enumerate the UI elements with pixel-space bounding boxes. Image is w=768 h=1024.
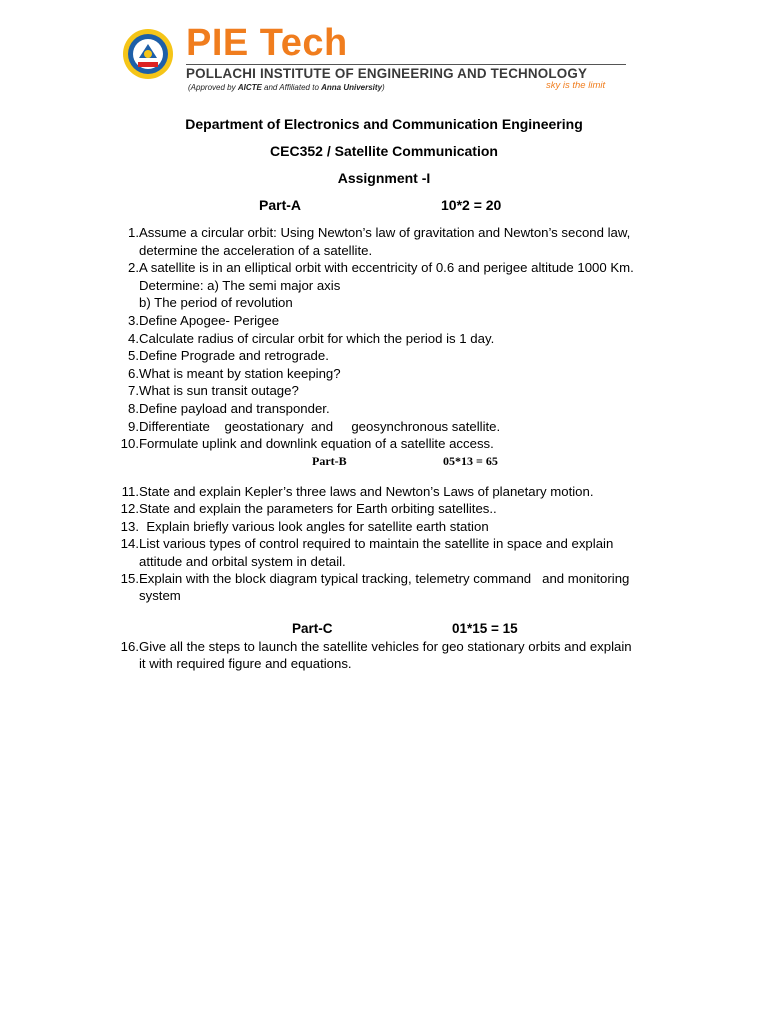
assignment-title: Assignment -I	[337, 170, 431, 186]
question-line: b) The period of revolution	[139, 295, 293, 311]
question-line: determine the acceleration of a satellite.	[139, 242, 373, 258]
institute-name: POLLACHI INSTITUTE OF ENGINEERING AND TECHNOLOGY	[186, 66, 588, 81]
question-text	[139, 535, 613, 570]
question-item	[115, 418, 685, 436]
question-number: 2.	[128, 260, 139, 276]
question-line: system	[139, 588, 181, 604]
question-text	[139, 224, 630, 259]
question-line: Define Apogee- Perigee	[139, 313, 280, 328]
question-line: attitude and orbital system in detail.	[139, 553, 346, 569]
question-item	[115, 518, 685, 535]
question-line: Differentiate geostationary and geosynchronous satellite.	[139, 418, 501, 434]
question-item	[115, 330, 685, 348]
question-line: Assume a circular orbit: Using Newton’s law of gravitation and Newton’s second law,	[139, 225, 631, 240]
part-b-label: Part-B	[312, 454, 347, 468]
question-line: State and explain Kepler’s three laws and Newton’s Laws of planetary motion.	[139, 484, 594, 499]
question-item	[115, 500, 685, 517]
question-line: Give all the steps to launch the satellite vehicles for geo stationary orbits and explain	[139, 639, 632, 654]
part-a-marks: 10*2 = 20	[441, 197, 502, 213]
question-text	[139, 347, 329, 365]
part-b-marks: 05*13 = 65	[443, 454, 498, 468]
question-text	[139, 500, 497, 517]
question-item	[115, 365, 685, 383]
question-text	[139, 638, 632, 673]
question-line: Determine: a) The semi major axis	[139, 277, 341, 293]
question-number: 12.	[120, 501, 139, 517]
part-c-marks: 01*15 = 15	[452, 621, 518, 636]
question-text	[139, 483, 594, 500]
question-item	[115, 347, 685, 365]
course-title: CEC352 / Satellite Communication	[270, 143, 498, 159]
question-text	[139, 330, 494, 348]
question-line: What is sun transit outage?	[139, 383, 299, 399]
question-number: 11.	[121, 484, 139, 499]
question-line: List various types of control required to maintain the satellite in space and explain	[139, 536, 614, 552]
question-line: State and explain the parameters for Earth orbiting satellites..	[139, 501, 497, 517]
question-text	[139, 518, 489, 535]
question-text	[139, 312, 279, 330]
institute-seal-icon	[122, 28, 174, 80]
question-line: What is meant by station keeping?	[139, 365, 341, 381]
brand-logo-text: PIE Tech	[186, 22, 348, 64]
question-item	[115, 435, 685, 453]
department-title: Department of Electronics and Communication Engineering	[185, 116, 583, 132]
question-number: 9.	[128, 418, 139, 434]
question-number: 1.	[128, 225, 139, 240]
question-number: 7.	[128, 383, 139, 399]
question-line: Explain briefly various look angles for satellite earth station	[139, 518, 489, 534]
part-c-label: Part-C	[292, 621, 333, 636]
question-line: Define payload and transponder.	[139, 401, 330, 416]
question-item	[115, 638, 685, 673]
question-line: Calculate radius of circular orbit for which the period is 1 day.	[139, 330, 495, 346]
question-text	[139, 365, 341, 383]
question-item	[115, 259, 685, 312]
question-line: Define Prograde and retrograde.	[139, 348, 329, 364]
question-number: 8.	[128, 401, 139, 416]
question-number: 10.	[120, 436, 139, 452]
part-a-label: Part-A	[259, 197, 302, 213]
question-text	[139, 435, 494, 453]
question-item	[115, 570, 685, 605]
question-number: 3.	[128, 313, 139, 328]
question-line: Explain with the block diagram typical tracking, telemetry command and monitoring	[139, 571, 630, 586]
question-text	[139, 418, 500, 436]
question-line: it with required figure and equations.	[139, 656, 352, 672]
question-item	[115, 483, 685, 500]
question-text	[139, 259, 634, 312]
question-number: 6.	[128, 365, 139, 381]
question-item	[115, 224, 685, 259]
question-text	[139, 570, 629, 605]
question-number: 14.	[120, 536, 139, 552]
letterhead-rule	[186, 64, 626, 65]
question-number: 5.	[128, 348, 139, 364]
approval-note: (Approved by AICTE and Affiliated to Anna University)	[188, 83, 385, 92]
question-number: 4.	[128, 330, 139, 346]
question-item	[115, 535, 685, 570]
question-number: 15.	[120, 571, 139, 586]
letterhead	[100, 8, 670, 100]
question-text	[139, 382, 299, 400]
question-number: 16.	[120, 639, 139, 654]
question-item	[115, 400, 685, 418]
question-item	[115, 382, 685, 400]
question-line: A satellite is in an elliptical orbit with eccentricity of 0.6 and perigee altitude 1000 Km.	[139, 260, 634, 276]
question-text	[139, 400, 330, 418]
question-number: 13.	[120, 518, 139, 534]
question-line: Formulate uplink and downlink equation of a satellite access.	[139, 436, 494, 452]
question-item	[115, 312, 685, 330]
tagline: sky is the limit	[546, 80, 606, 91]
